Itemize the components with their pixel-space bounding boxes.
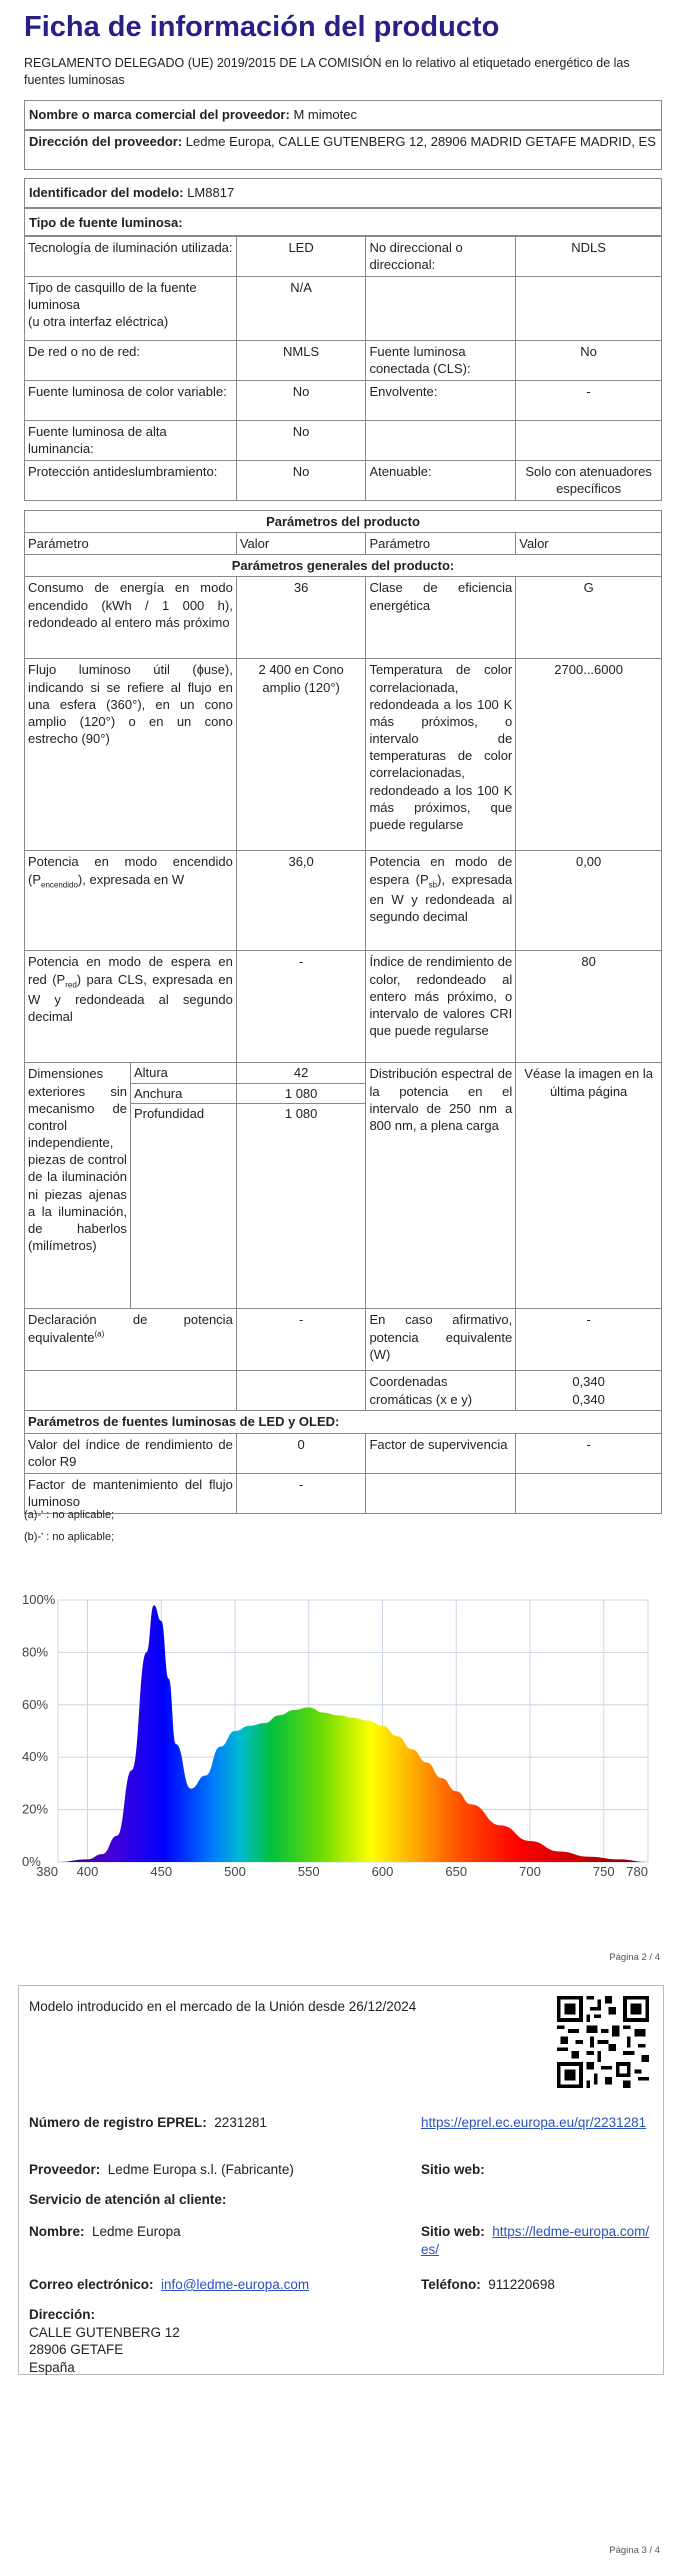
table-row: Flujo luminoso útil (ɸuse), indicando si se refiere al flujo en una esfera (360°), en un cono amplio (120°) o en un cono estrecho (90°) 2 400 en Cono amplio (120°) Temperatura de color correlacionada, redondeada a los 100 K más próximos, o intervalo de temperaturas de color correlacionadas, redondeado a los 100 K más próximos, que puede regularse 2700...6000 — [25, 659, 662, 851]
supplier-name-label: Nombre o marca comercial del proveedor: — [29, 107, 290, 122]
table-row: Coordenadas cromáticas (x e y) 0,340 0,340 — [25, 1371, 662, 1411]
footnote-b: (b)-' : no aplicable; — [24, 1531, 115, 1543]
y-tick-label: 100% — [22, 1592, 56, 1607]
x-tick-label: 380 — [36, 1864, 58, 1879]
email-link[interactable]: info@ledme-europa.com — [161, 2277, 310, 2292]
table-row: Tipo de casquillo de la fuente luminosa (u otra interfaz eléctrica) N/A — [25, 277, 662, 341]
model-id-value: LM8817 — [187, 185, 235, 200]
supplier-name-value: M mimotec — [293, 107, 357, 122]
table-row: Tecnología de iluminación utilizada: LED No direccional o direccional: NDLS — [25, 237, 662, 277]
y-tick-label: 60% — [22, 1696, 49, 1712]
supplier-address-value: Ledme Europa, CALLE GUTENBERG 12, 28906 MADRID GETAFE MADRID, ES — [185, 134, 656, 149]
y-tick-label: 40% — [22, 1749, 49, 1765]
x-tick-label: 550 — [297, 1864, 320, 1879]
supplier-address-box — [24, 130, 662, 170]
product-params-table — [24, 510, 662, 1514]
regulation-text: REGLAMENTO DELEGADO (UE) 2019/2015 DE LA COMISIÓN en lo relativo al etiquetado energético de las fuentes luminosas — [24, 56, 630, 87]
page-number: Página 2 / 4 — [609, 1952, 660, 1963]
table-row: Fuente luminosa de color variable: No Envolvente: - — [25, 381, 662, 421]
table-row: Potencia en modo de espera en red $(P_{red})$ para CLS, expresada en W y redondeada al segundo decimal - Índice de rendimiento de color, redondeado al entero más próximo, o intervalo de valores CRI que puede regularse 80 — [25, 951, 662, 1063]
table-row: Valor del índice de rendimiento de color R9 0 Factor de supervivencia - — [25, 1433, 662, 1473]
page-title: Ficha de información del producto — [24, 11, 500, 43]
model-id-box — [24, 178, 662, 208]
x-tick-label: 700 — [519, 1864, 541, 1879]
product-params-heading: Parámetros del producto — [25, 511, 662, 533]
y-tick-label: 0% — [22, 1854, 41, 1869]
x-tick-label: 650 — [445, 1864, 468, 1879]
table-row: Factor de mantenimiento del flujo luminoso - — [25, 1473, 662, 1513]
dimensions-subtable: Altura Anchura Profundidad — [131, 1063, 236, 1122]
supplier-name-box — [24, 100, 662, 130]
spectral-distribution-chart — [18, 1585, 668, 1879]
table-row: Protección antideslumbramiento: No Atenuable: Solo con atenuadores específicos — [25, 461, 662, 501]
y-tick-label: 80% — [22, 1644, 49, 1660]
source-type-heading: Tipo de fuente luminosa: — [24, 208, 662, 236]
x-tick-label: 600 — [371, 1864, 394, 1879]
table-row: Consumo de energía en modo encendido (kWh / 1 000 h), redondeado al entero más próximo 36 Clase de eficiencia energética G — [25, 577, 662, 659]
address-block: Dirección: CALLE GUTENBERG 12 28906 GETAFE España — [29, 2307, 180, 2375]
general-params-heading: Parámetros generales del producto: — [25, 555, 662, 577]
table-row: Declaración de potencia equivalente$^{(a)}$ - En caso afirmativo, potencia equivalente (W) - — [25, 1309, 662, 1371]
provider-line: Proveedor: Ledme Europa s.l. (Fabricante) — [29, 2162, 294, 2177]
phone-line: Teléfono: 911220698 — [421, 2277, 555, 2292]
source-type-table — [24, 236, 662, 501]
page-number-bottom: Página 3 / 4 — [609, 2545, 660, 2556]
supplier-address-label: Dirección del proveedor: — [29, 134, 183, 149]
model-id-label: Identificador del modelo: — [29, 185, 184, 200]
x-tick-label: 500 — [224, 1864, 246, 1879]
x-tick-label: 450 — [150, 1864, 173, 1879]
led-params-heading: Parámetros de fuentes luminosas de LED y OLED: — [25, 1411, 662, 1433]
service-website-line: Sitio web: https://ledme-europa.com/es/ — [421, 2224, 650, 2257]
x-tick-label: 400 — [76, 1864, 99, 1879]
y-tick-label: 20% — [22, 1801, 49, 1817]
footnote-a: (a)-' : no aplicable; — [24, 1509, 115, 1521]
market-date-text: Modelo introducido en el mercado de la Unión desde 26/12/2024 — [29, 1999, 417, 2014]
table-header-row: Parámetro Valor Parámetro Valor — [25, 533, 662, 555]
service-name-line: Nombre: Ledme Europa — [29, 2224, 181, 2239]
table-row: De red o no de red: NMLS Fuente luminosa conectada (CLS): No — [25, 341, 662, 381]
eprel-link[interactable]: https://eprel.ec.europa.eu/qr/2231281 — [421, 2115, 647, 2130]
customer-service-heading: Servicio de atención al cliente: — [29, 2192, 227, 2207]
x-tick-label: 780 — [626, 1864, 648, 1879]
eprel-info-card — [18, 1985, 664, 2375]
table-row: Potencia en modo encendido $(P_{encendido})$, expresada en W 36,0 Potencia en modo de espera $(P_{sb})$, expresada en W y redondeada al segundo decimal 0,00 — [25, 851, 662, 951]
table-row: Fuente luminosa de alta luminancia: No — [25, 421, 662, 461]
eprel-number: Número de registro EPREL: 2231281 — [29, 2115, 267, 2130]
table-row: Dimensiones exteriores sin mecanismo de control independiente, piezas de control de la iluminación ni piezas ajenas a la iluminación, de haberlos (milímetros) Altura Anchura Profundidad 42 1 080 1 080 Distribución espectral de la potencia en el intervalo de 250 nm a 800 nm, a plena carga Véase la imagen en la última página — [25, 1063, 662, 1309]
service-website-link[interactable]: https://ledme-europa.com/es/ — [421, 2224, 650, 2257]
qr-code[interactable] — [557, 1996, 649, 2088]
website-label: Sitio web: — [421, 2162, 485, 2177]
x-tick-label: 750 — [592, 1864, 615, 1879]
email-line: Correo electrónico: info@ledme-europa.com — [29, 2277, 310, 2292]
